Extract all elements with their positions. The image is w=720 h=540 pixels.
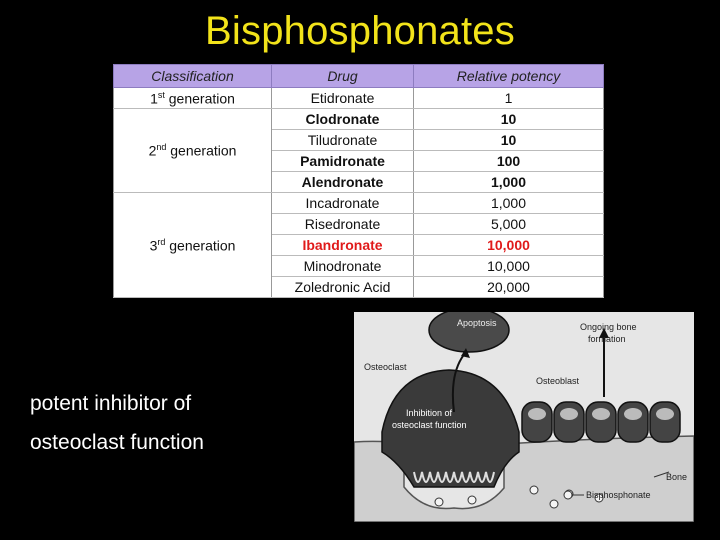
drug-cell: Incadronate [272,193,414,214]
drug-cell: Minodronate [272,256,414,277]
drug-cell: Alendronate [272,172,414,193]
potency-cell: 20,000 [414,277,604,298]
table-row [114,109,604,130]
label-osteoclast-function: osteoclast function [392,420,467,430]
potency-cell: 100 [414,151,604,172]
drug-cell: Zoledronic Acid [272,277,414,298]
potency-table [113,64,603,298]
label-osteoblast: Osteoblast [536,376,580,386]
caption [30,384,330,462]
potency-cell: 10 [414,109,604,130]
drug-cell: Pamidronate [272,151,414,172]
label-ongoing-bone: Ongoing bone [580,322,637,332]
potency-cell: 10,000 [414,256,604,277]
table-header-row [114,65,604,88]
table-row [114,88,604,109]
slide-title: Bisphosphonates [205,9,515,53]
potency-cell: 1 [414,88,604,109]
caption-line-2: osteoclast function [30,431,204,454]
caption-line-1: potent inhibitor of [30,392,192,415]
classification-2nd-generation: 2nd generation [114,109,272,193]
potency-cell: 5,000 [414,214,604,235]
label-apoptosis: Apoptosis [457,318,497,328]
classification-3rd-generation: 3rd generation [114,193,272,298]
bone-remodeling-illustration [354,312,694,522]
drug-cell: Etidronate [272,88,414,109]
label-inhibition-of: Inhibition of [406,408,453,418]
classification-1st-generation: 1st generation [114,88,272,109]
label-bone: Bone [666,472,688,482]
potency-cell: 1,000 [414,172,604,193]
potency-cell: 10 [414,130,604,151]
label-osteoclast: Osteoclast [364,362,407,372]
header-classification: Classification [114,65,272,88]
drug-cell-highlighted: Ibandronate [272,235,414,256]
potency-cell: 1,000 [414,193,604,214]
header-relative-potency: Relative potency [414,65,604,88]
illustration-svg [354,312,694,522]
drug-cell: Clodronate [272,109,414,130]
drug-cell: Tiludronate [272,130,414,151]
drug-cell: Risedronate [272,214,414,235]
potency-cell-highlighted: 10,000 [414,235,604,256]
label-formation: formation [588,334,626,344]
table-row [114,193,604,214]
label-bisphosphonate: Bisphosphonate [586,490,651,500]
header-drug: Drug [272,65,414,88]
